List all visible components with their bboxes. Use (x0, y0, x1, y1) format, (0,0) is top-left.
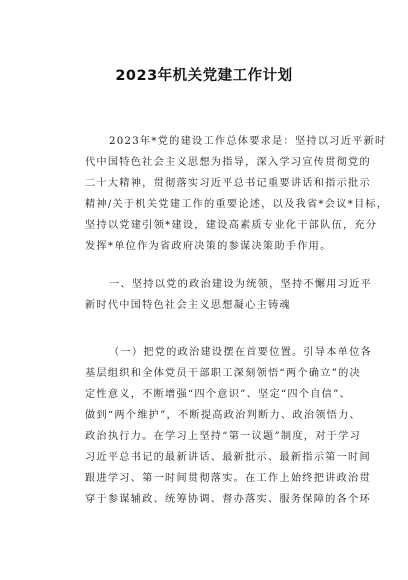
section-1-heading-line-2: 新时代中国特色社会主义思想凝心主铸魂 (85, 300, 291, 311)
paragraph-1-line-3: 二十大精神，贯彻落实习近平总书记重要讲话和指示批示 (85, 178, 371, 189)
paragraph-2-line-4: 做到“两个维护”，不断提高政治判断力、政治领悟力、 (85, 410, 361, 421)
paragraph-1-line-5: 坚持以党建引领*建设，建设高素质专业化干部队伍，充分 (85, 220, 378, 231)
paragraph-2-line-1: （一）把党的政治建设摆在首要位置。引导本单位各 (109, 347, 373, 358)
paragraph-1-line-1: 2023年*党的建设工作总体要求是：坚持以习近平新时 (109, 136, 387, 147)
paragraph-2-line-3: 定性意义，不断增强“四个意识”、坚定“四个自信”、 (85, 389, 352, 400)
paragraph-2-line-7: 跟进学习、第一时间贯彻落实。在工作上始终把讲政治贯 (85, 473, 371, 484)
document-title: 2023年机关党建工作计划 (115, 68, 293, 84)
paragraph-2-line-5: 政治执行力。在学习上坚持“第一议题”制度，对于学习 (85, 431, 361, 442)
paragraph-1-line-4: 精神/关于机关党建工作的重要论述，以及我省*会议*目标， (85, 199, 389, 210)
paragraph-2-line-6: 习近平总书记的最新讲话、最新批示、最新指示第一时间 (85, 452, 371, 463)
section-1-heading-line-1: 一、坚持以党的政治建设为统领，坚持不懈用习近平 (109, 279, 373, 290)
paragraph-2-line-2: 基层组织和全体党员干部职工深刻领悟“两个确立”的决 (85, 368, 361, 379)
paragraph-2-line-8: 穿于参谋辅政、统筹协调、督办落实、服务保障的各个环 (85, 494, 371, 505)
paragraph-1-line-6: 发挥*单位作为省政府决策的参谋决策助手作用。 (85, 241, 332, 252)
paragraph-1-line-2: 代中国特色社会主义思想为指导，深入学习宣传贯彻党的 (85, 157, 371, 168)
